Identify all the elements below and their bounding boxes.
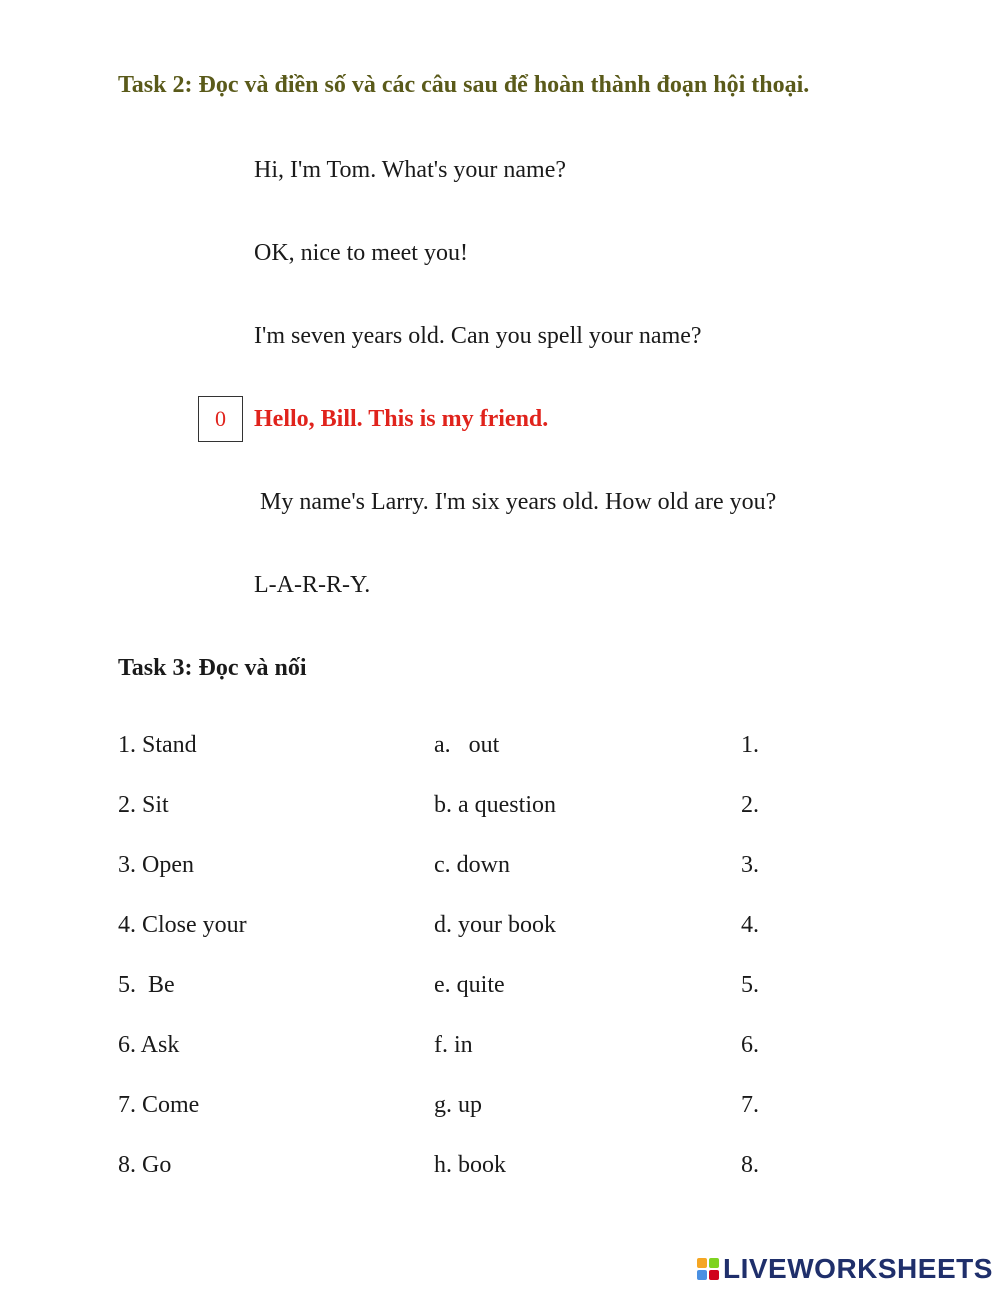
task2-title: Task 2: Đọc và điền số và các câu sau để hoàn thành đoạn hội thoại. xyxy=(118,72,810,98)
answer-slot-2[interactable]: 2. xyxy=(741,792,759,818)
answer-slot-5[interactable]: 5. xyxy=(741,972,759,998)
match-right-b: b. a question xyxy=(434,792,556,818)
logo-text: LIVEWORKSHEETS xyxy=(723,1253,993,1284)
logo-block-4 xyxy=(709,1270,719,1280)
answer-slot-7[interactable]: 7. xyxy=(741,1092,759,1118)
dialogue-line-6: L-A-R-R-Y. xyxy=(254,572,371,598)
logo-block-1 xyxy=(697,1258,707,1268)
answer-slot-8[interactable]: 8. xyxy=(741,1152,759,1178)
dialogue-line-3: I'm seven years old. Can you spell your name? xyxy=(254,323,702,349)
match-left-2: 2. Sit xyxy=(118,792,169,818)
liveworksheets-logo xyxy=(697,1253,993,1285)
match-left-5: 5. Be xyxy=(118,972,175,998)
dialogue-line-5: My name's Larry. I'm six years old. How old are you? xyxy=(254,489,777,515)
match-left-4: 4. Close your xyxy=(118,912,247,938)
logo-block-2 xyxy=(709,1258,719,1268)
match-right-e: e. quite xyxy=(434,972,505,998)
answer-slot-6[interactable]: 6. xyxy=(741,1032,759,1058)
match-left-6: 6. Ask xyxy=(118,1032,180,1058)
match-left-1: 1. Stand xyxy=(118,732,197,758)
match-left-7: 7. Come xyxy=(118,1092,200,1118)
match-right-g: g. up xyxy=(434,1092,482,1118)
answer-slot-1[interactable]: 1. xyxy=(741,732,759,758)
match-right-f: f. in xyxy=(434,1032,473,1058)
match-right-a: a. out xyxy=(434,732,500,758)
logo-icon xyxy=(697,1258,719,1280)
match-right-d: d. your book xyxy=(434,912,556,938)
task3-title: Task 3: Đọc và nối xyxy=(118,655,307,681)
match-left-3: 3. Open xyxy=(118,852,194,878)
match-left-8: 8. Go xyxy=(118,1152,172,1178)
logo-block-3 xyxy=(697,1270,707,1280)
answer-box-example[interactable]: 0 xyxy=(198,396,243,442)
answer-slot-4[interactable]: 4. xyxy=(741,912,759,938)
dialogue-line-2: OK, nice to meet you! xyxy=(254,240,468,266)
match-right-c: c. down xyxy=(434,852,510,878)
answer-slot-3[interactable]: 3. xyxy=(741,852,759,878)
match-right-h: h. book xyxy=(434,1152,506,1178)
dialogue-line-1: Hi, I'm Tom. What's your name? xyxy=(254,157,567,183)
dialogue-line-example: Hello, Bill. This is my friend. xyxy=(254,406,549,432)
